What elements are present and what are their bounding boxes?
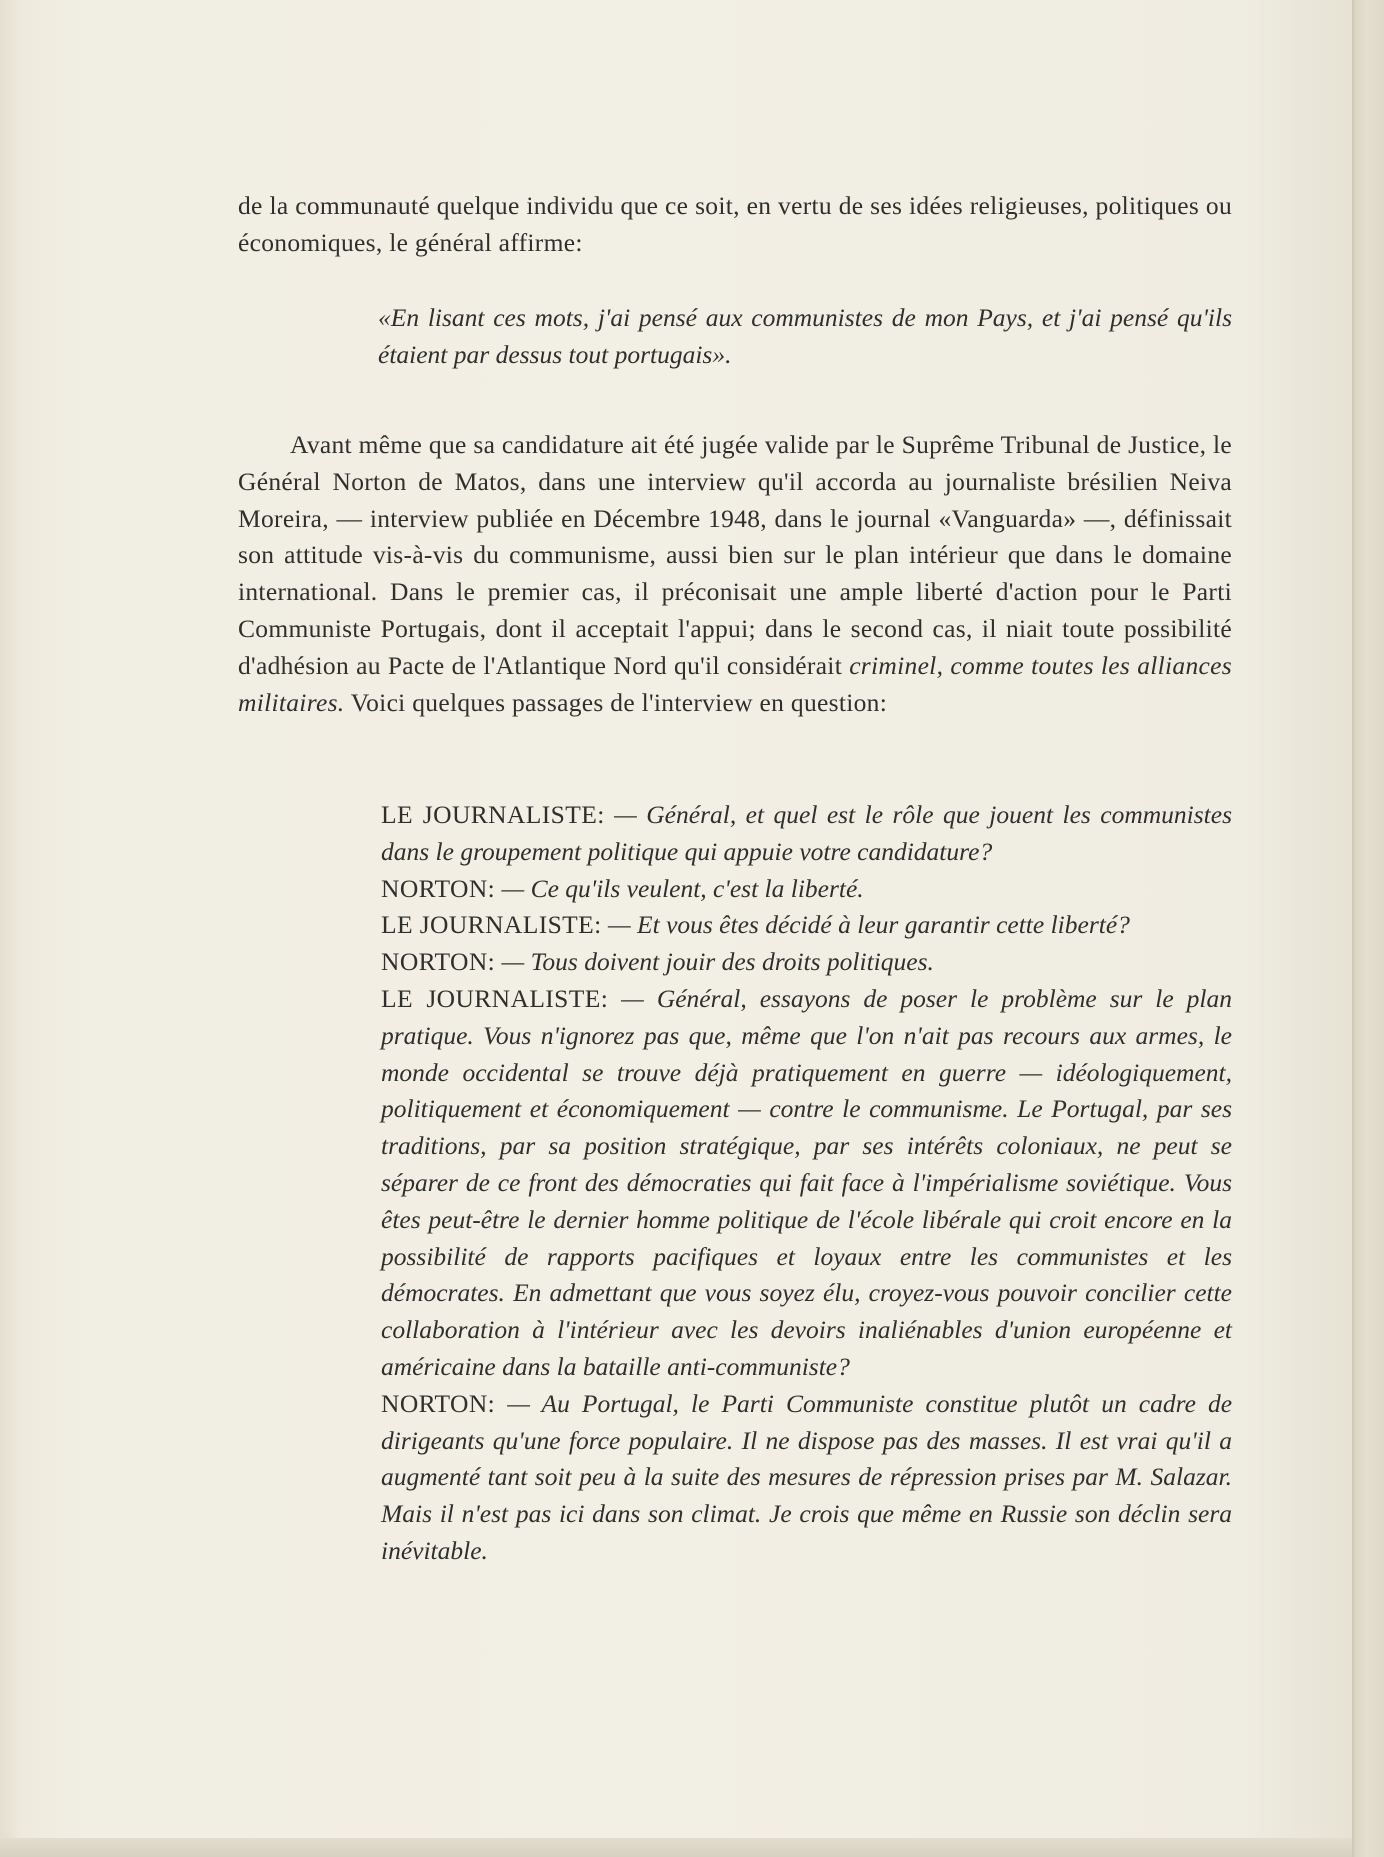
binding-shadow — [0, 0, 22, 1844]
speech-text: — Ce qu'ils veulent, c'est la liberté. — [501, 873, 864, 903]
speaker-label: NORTON: — [381, 873, 496, 903]
paragraph-1: de la communauté quelque individu que ce soit, en vertu de ses idées religieuses, politiques ou économiques, le général affirme: — [238, 191, 1232, 257]
interview-transcript — [381, 797, 1232, 1570]
block-quote: «En lisant ces mots, j'ai pensé aux communistes de mon Pays, et j'ai pensé qu'ils étaient par dessus tout portugais». — [378, 303, 1232, 369]
speaker-label: LE JOURNALISTE: — [381, 910, 602, 940]
speech-text: — Général, et quel est le rôle que jouent les communistes dans le groupement politique qui appuie votre candidature? — [381, 800, 1232, 866]
paragraph-2 — [238, 427, 1232, 721]
paragraph-2-italic: criminel, comme toutes les alliances militaires. — [238, 650, 1232, 717]
paragraph-2-text: Avant même que sa candidature ait été jugée valide par le Suprême Tribunal de Justice, le Général Norton de Matos, dans une interview qu'il accorda au journaliste brésilien Neiva Moreira, — interview publiée en Décembre 1948, dans le journal «Vanguarda» —, définissait son attitude vis-à-vis du communisme, aussi bien sur le plan intérieur que dans le domaine international. Dans le premier cas, il préconisait une ample liberté d'action pour le Parti Communiste Portugais, dont il acceptait l'appui; dans le second cas, il niait toute possibilité d'adhésion au Pacte de l'Atlantique Nord qu'il considérait — [238, 430, 1232, 680]
interview-turn — [381, 907, 1232, 944]
speech-text: — Tous doivent jouir des droits politiques. — [501, 947, 934, 977]
interview-turn — [381, 871, 1232, 908]
speech-text: — Et vous êtes décidé à leur garantir cette liberté? — [607, 910, 1130, 940]
interview-turn — [381, 1386, 1232, 1570]
page-bottom-edge — [0, 1838, 1352, 1857]
page-edge — [1352, 0, 1384, 1857]
speech-text: — Général, essayons de poser le problème sur le plan pratique. Vous n'ignorez pas que, même que l'on n'ait pas recours aux armes, le monde occidental se trouve déjà pratiquement en guerre — idéologiquement, politiquement et économiquement — contre le communisme. Le Portugal, par ses traditions, par sa position stratégique, par ses intérêts coloniaux, ne peut se séparer de ce front des démocraties qui fait face à l'impérialisme soviétique. Vous êtes peut-être le dernier homme politique de l'école libérale qui croit encore en la possibilité de rapports pacifiques et loyaux entre les communistes et les démocrates. En admettant que vous soyez élu, croyez-vous pouvoir concilier cette collaboration à l'intérieur avec les devoirs inaliénables d'union européenne et américaine dans la bataille anti-communiste? — [381, 983, 1232, 1381]
speaker-label: LE JOURNALISTE: — [381, 800, 605, 829]
speech-text: — Au Portugal, le Parti Communiste constitue plutôt un cadre de dirigeants qu'une force populaire. Il ne dispose pas des masses. Il est vrai qu'il a augmenté tant soit peu à la suite des mesures de répression prises par M. Salazar. Mais il n'est pas ici dans son climat. Je crois que même en Russie son déclin sera inévitable. — [381, 1388, 1233, 1565]
speaker-label: LE JOURNALISTE: — [381, 983, 609, 1013]
paragraph-2-tail: Voici quelques passages de l'interview en question: — [350, 687, 888, 717]
speaker-label: NORTON: — [381, 1388, 496, 1418]
interview-turn — [381, 797, 1232, 871]
interview-turn — [381, 981, 1232, 1386]
speaker-label: NORTON: — [381, 947, 496, 977]
interview-turn — [381, 944, 1232, 981]
